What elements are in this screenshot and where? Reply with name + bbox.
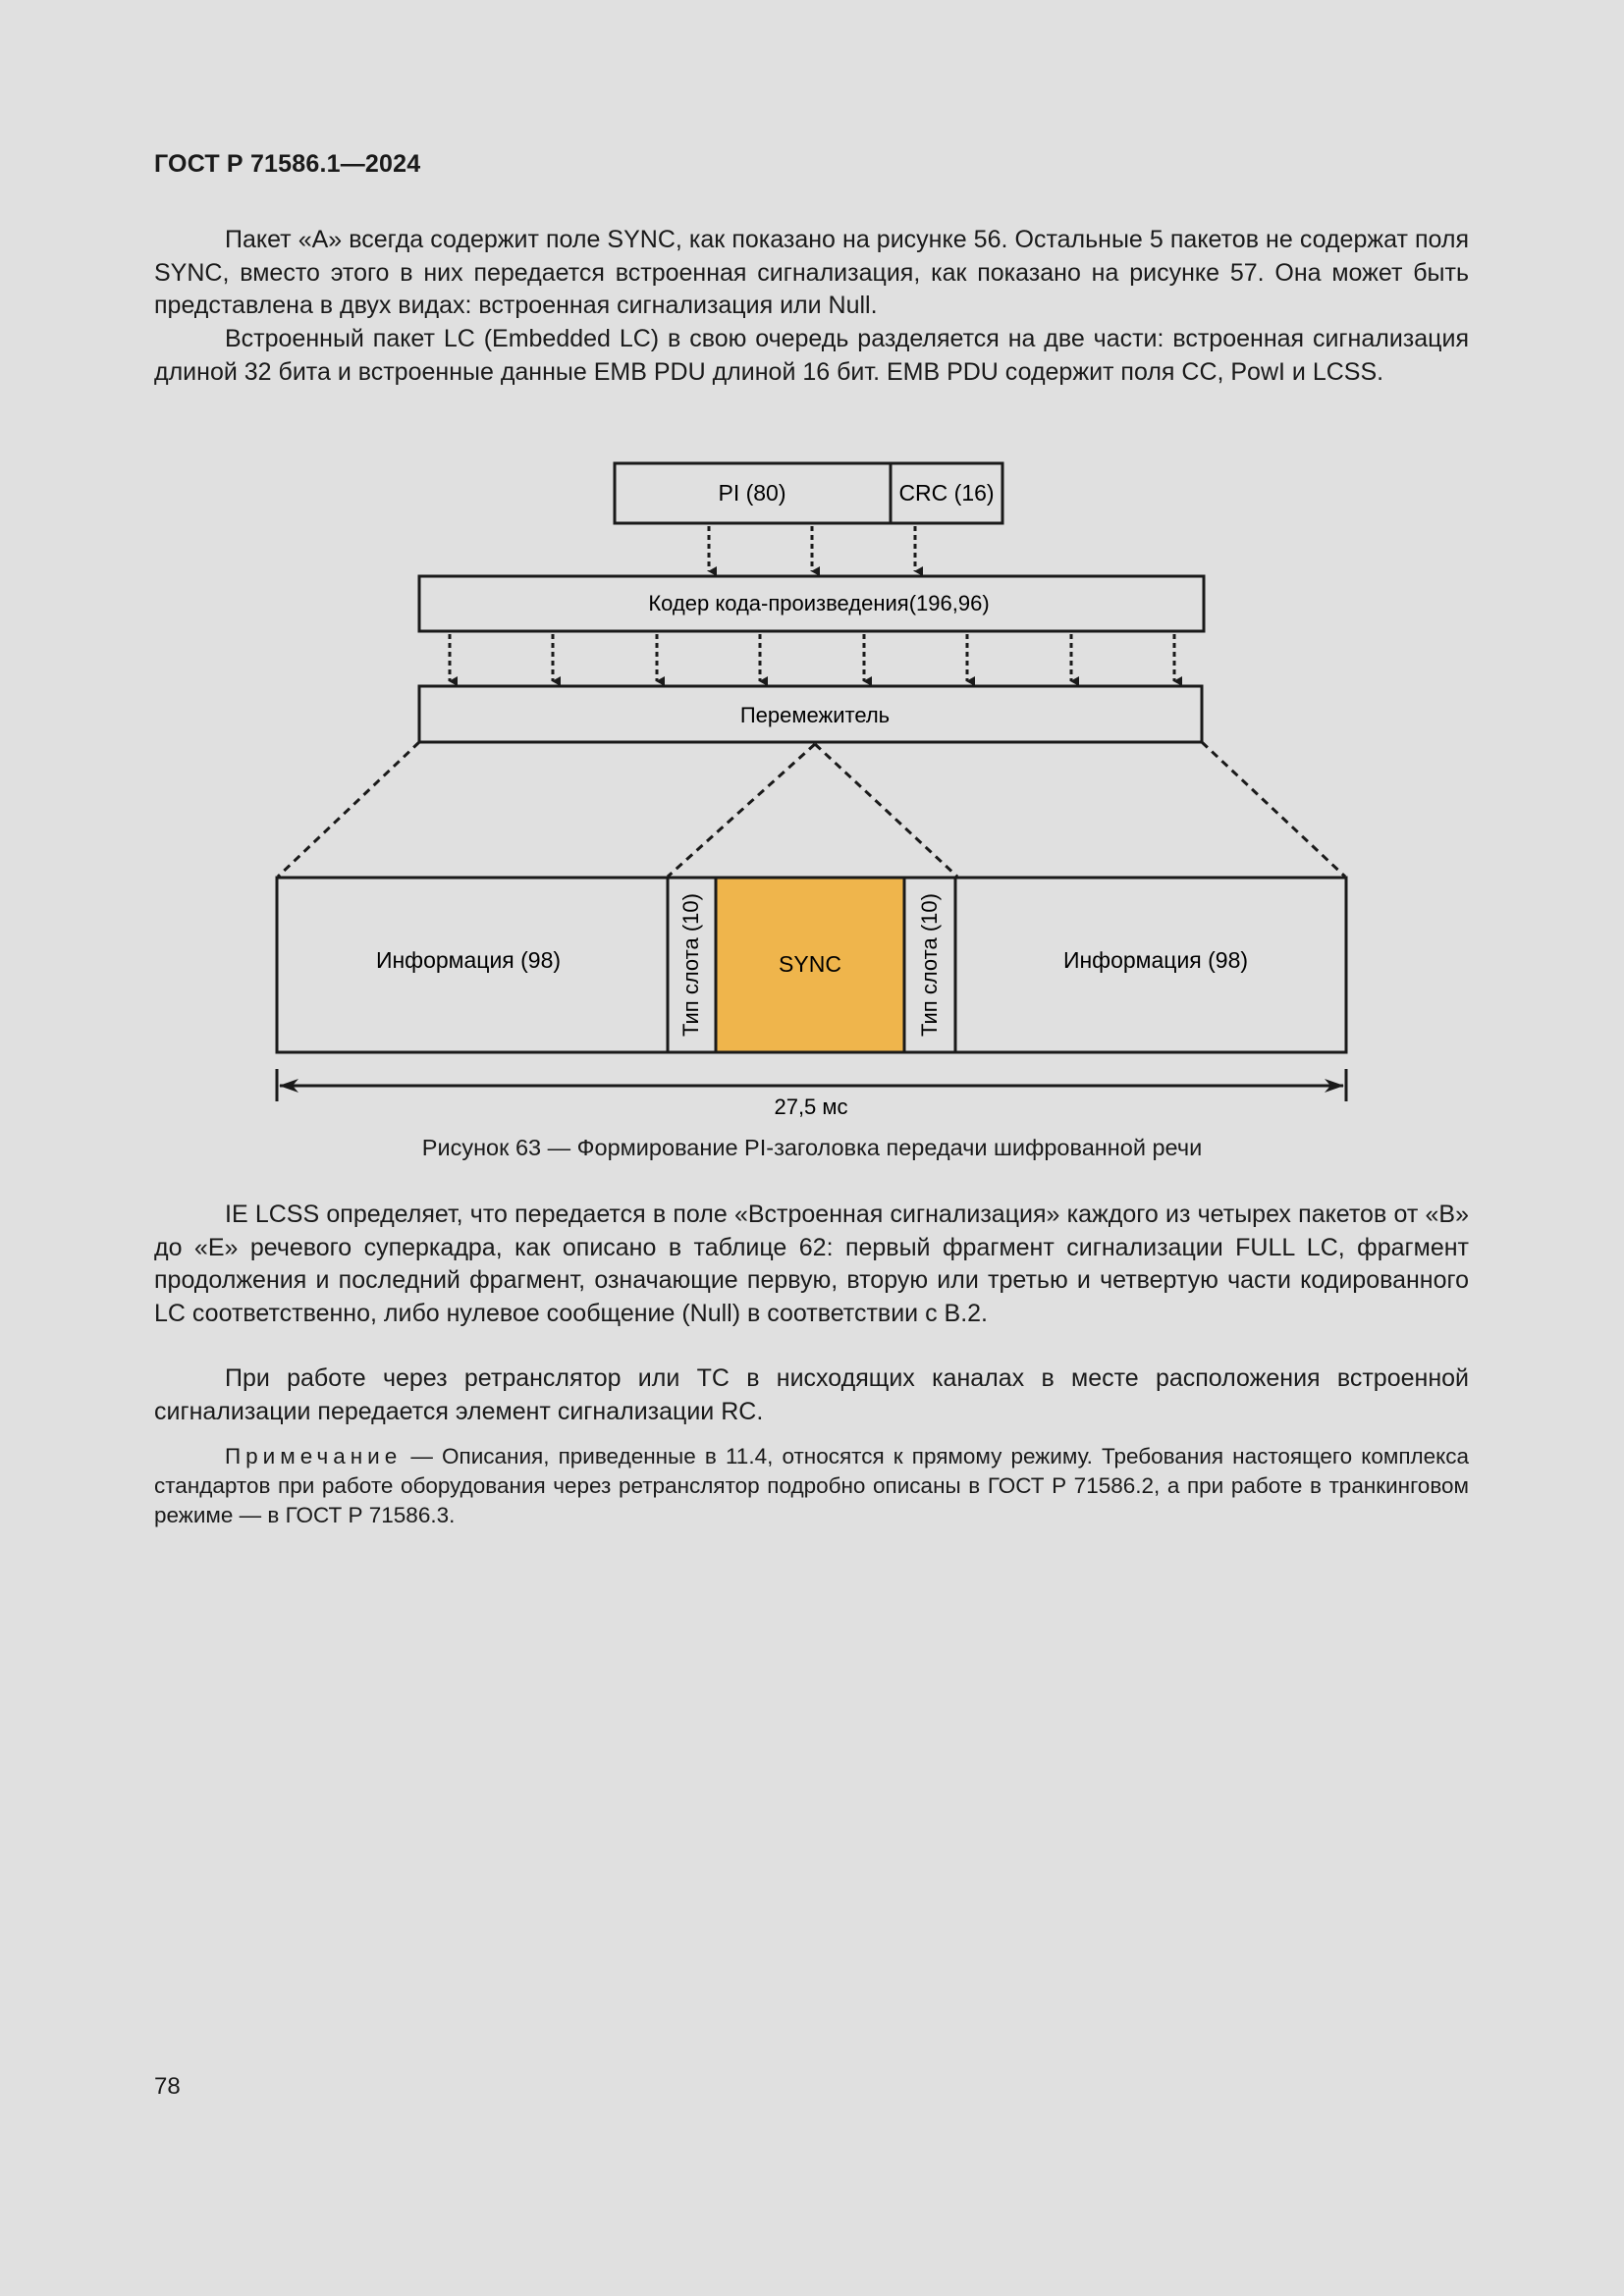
note-block <box>154 1442 1469 1530</box>
paragraph-packet-a: Пакет «А» всегда содержит поле SYNC, как показано на рисунке 56. Остальные 5 пакетов не содержат поля SYNC, вместо этого в них передается встроенная сигнализация, как показано на рисунке 57. Она может быть представлена в двух видах: встроенная сигнализация или Null. <box>154 226 1469 319</box>
page-number: 78 <box>154 2073 181 2100</box>
expand-line-center-right <box>815 744 957 877</box>
sync-label: SYNC <box>779 951 841 977</box>
expand-line-left <box>278 742 419 877</box>
slot-type-right-label: Тип слота (10) <box>916 893 942 1037</box>
slot-type-left-label: Тип слота (10) <box>677 893 703 1037</box>
expand-line-center-left <box>668 744 815 877</box>
paragraph-embedded-lc: Встроенный пакет LC (Embedded LC) в свою очередь разделяется на две части: встроенная сигнализация длиной 32 бита и встроенные данные EMB PDU длиной 16 бит. EMB PDU содержит поля CC, PowI и LCSS. <box>154 325 1469 386</box>
document-header: ГОСТ Р 71586.1—2024 <box>154 150 421 178</box>
figure-caption: Рисунок 63 — Формирование PI-заголовка передачи шифрованной речи <box>421 1135 1203 1160</box>
pi-label: PI (80) <box>718 480 786 506</box>
info-left-label: Информация (98) <box>375 947 562 973</box>
interleaver-label: Перемежитель <box>739 703 891 727</box>
encoder-label: Кодер кода-произведения(196,96) <box>648 591 990 615</box>
duration-label: 27,5 мс <box>774 1095 848 1119</box>
note-label: Примечание <box>225 1444 403 1468</box>
crc-label: CRC (16) <box>898 480 995 506</box>
info-right-label: Информация (98) <box>1062 947 1249 973</box>
note-text: — Описания, приведенные в 11.4, относятся к прямому режиму. Требования настоящего комплекса стандартов при работе оборудования через ретранслятор подробно описаны в ГОСТ Р 71586.2, а при работе в транкинговом режиме — в ГОСТ Р 71586.3. <box>154 1444 1469 1527</box>
expand-line-right <box>1202 742 1345 877</box>
paragraph-ie-lcss: IE LCSS определяет, что передается в поле «Встроенная сигнализация» каждого из четырех пакетов от «В» до «Е» речевого суперкадра, как описано в таблице 62: первый фрагмент сигнализации FULL LC, фрагмент продолжения и последний фрагмент, означающие первую, вторую или третью и четвертую части кодированного LC соответственно, либо нулевое сообщение (Null) в соответствии с В.2. <box>154 1201 1469 1327</box>
paragraph-repeater: При работе через ретранслятор или ТС в нисходящих каналах в месте расположения встроенной сигнализации передается элемент сигнализации RC. <box>154 1364 1469 1425</box>
